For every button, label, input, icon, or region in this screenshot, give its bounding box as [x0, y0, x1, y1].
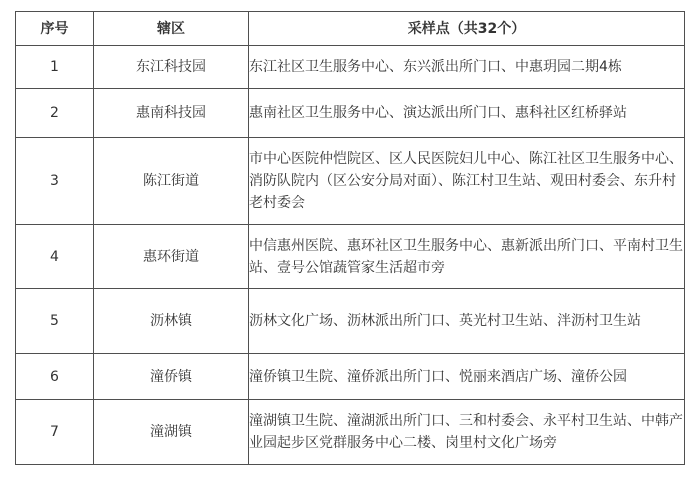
- table-header-row: [16, 12, 685, 46]
- row-sites: 中信惠州医院、惠环社区卫生服务中心、惠新派出所门口、平南村卫生站、壹号公馆蔬管家生活超市旁: [249, 225, 685, 289]
- header-sites: 采样点（共32个）: [249, 12, 685, 46]
- table-row: [16, 354, 685, 400]
- table-row: [16, 400, 685, 465]
- header-district: 辖区: [94, 12, 249, 46]
- header-no: 序号: [16, 12, 94, 46]
- table-row: [16, 46, 685, 89]
- row-no: 7: [16, 400, 94, 465]
- row-no: 1: [16, 46, 94, 89]
- row-no: 3: [16, 138, 94, 225]
- row-district: 陈江街道: [94, 138, 249, 225]
- row-sites: 沥林文化广场、沥林派出所门口、英光村卫生站、泮沥村卫生站: [249, 289, 685, 354]
- row-sites: 市中心医院仲恺院区、区人民医院妇儿中心、陈江社区卫生服务中心、消防队院内（区公安分局对面）、陈江村卫生站、观田村委会、东升村老村委会: [249, 138, 685, 225]
- row-district: 潼侨镇: [94, 354, 249, 400]
- table-row: [16, 289, 685, 354]
- row-district: 潼湖镇: [94, 400, 249, 465]
- row-no: 6: [16, 354, 94, 400]
- table-row: [16, 89, 685, 138]
- row-district: 惠南科技园: [94, 89, 249, 138]
- row-district: 惠环街道: [94, 225, 249, 289]
- row-no: 2: [16, 89, 94, 138]
- row-sites: 东江社区卫生服务中心、东兴派出所门口、中惠玥园二期4栋: [249, 46, 685, 89]
- table-row: [16, 138, 685, 225]
- row-district: 沥林镇: [94, 289, 249, 354]
- table-row: [16, 225, 685, 289]
- row-no: 5: [16, 289, 94, 354]
- row-district: 东江科技园: [94, 46, 249, 89]
- row-no: 4: [16, 225, 94, 289]
- row-sites: 潼湖镇卫生院、潼湖派出所门口、三和村委会、永平村卫生站、中韩产业园起步区党群服务中心二楼、岗里村文化广场旁: [249, 400, 685, 465]
- row-sites: 惠南社区卫生服务中心、演达派出所门口、惠科社区红桥驿站: [249, 89, 685, 138]
- sampling-sites-table: [15, 11, 685, 465]
- row-sites: 潼侨镇卫生院、潼侨派出所门口、悦丽来酒店广场、潼侨公园: [249, 354, 685, 400]
